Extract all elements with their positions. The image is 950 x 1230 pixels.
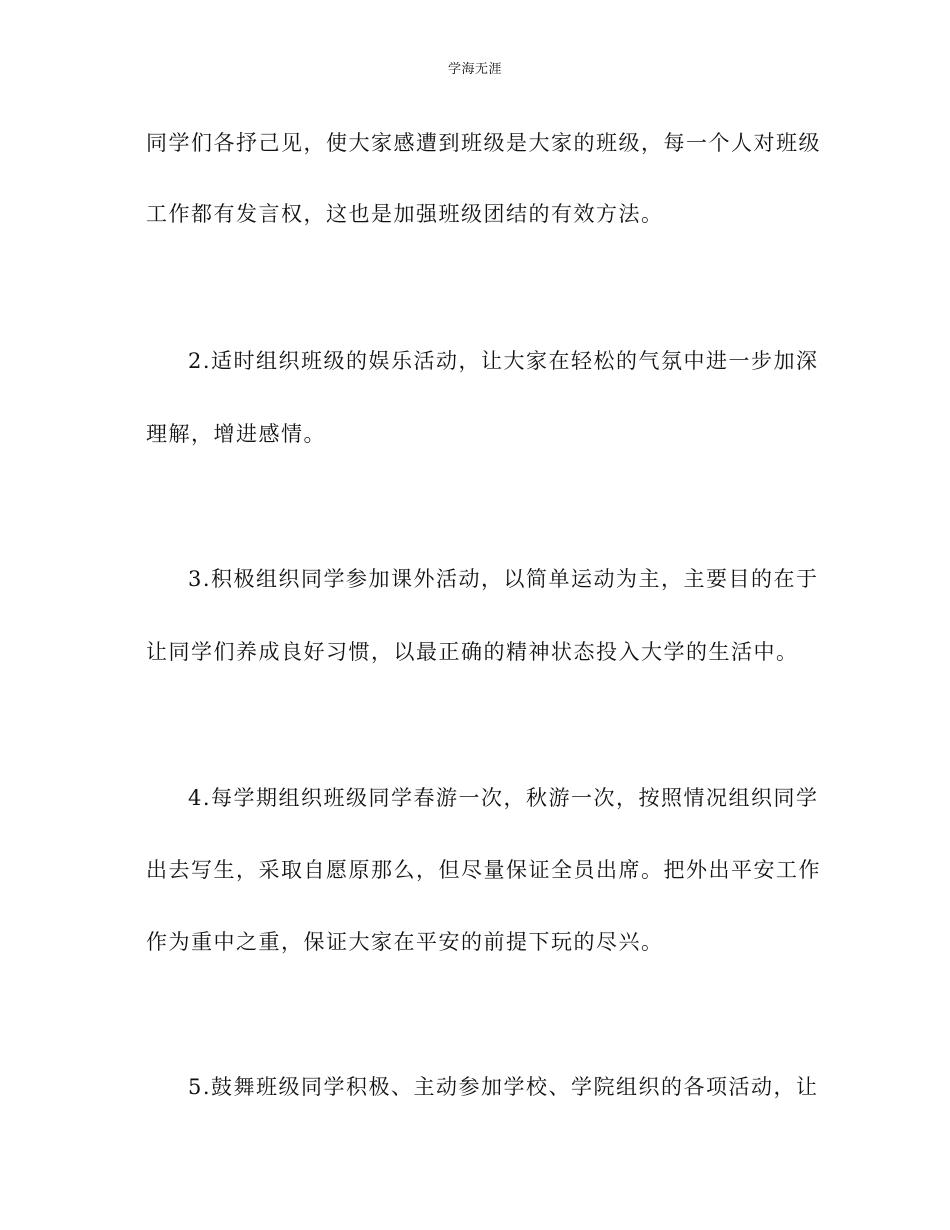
text-line: 3.积极组织同学参加课外活动，以简单运动为主，主要目的在于 bbox=[188, 567, 819, 591]
text-line: 4.每学期组织班级同学春游一次，秋游一次，按照情况组织同学 bbox=[188, 786, 819, 810]
text-line: 理解，增进感情。 bbox=[146, 422, 326, 446]
text-line: 5.鼓舞班级同学积极、主动参加学校、学院组织的各项活动，让 bbox=[188, 1075, 819, 1099]
text-line: 工作都有发言权，这也是加强班级团结的有效方法。 bbox=[146, 202, 664, 226]
text-line: 2.适时组织班级的娱乐活动，让大家在轻松的气氛中进一步加深 bbox=[188, 349, 819, 373]
text-line: 让同学们养成良好习惯，以最正确的精神状态投入大学的生活中。 bbox=[146, 640, 799, 664]
text-line: 同学们各抒己见，使大家感遭到班级是大家的班级，每一个人对班级 bbox=[146, 131, 821, 155]
text-line: 出去写生，采取自愿原那么，但尽量保证全员出席。把外出平安工作 bbox=[146, 858, 821, 882]
page-header: 学海无涯 bbox=[447, 62, 502, 77]
text-line: 作为重中之重，保证大家在平安的前提下玩的尽兴。 bbox=[146, 930, 664, 954]
